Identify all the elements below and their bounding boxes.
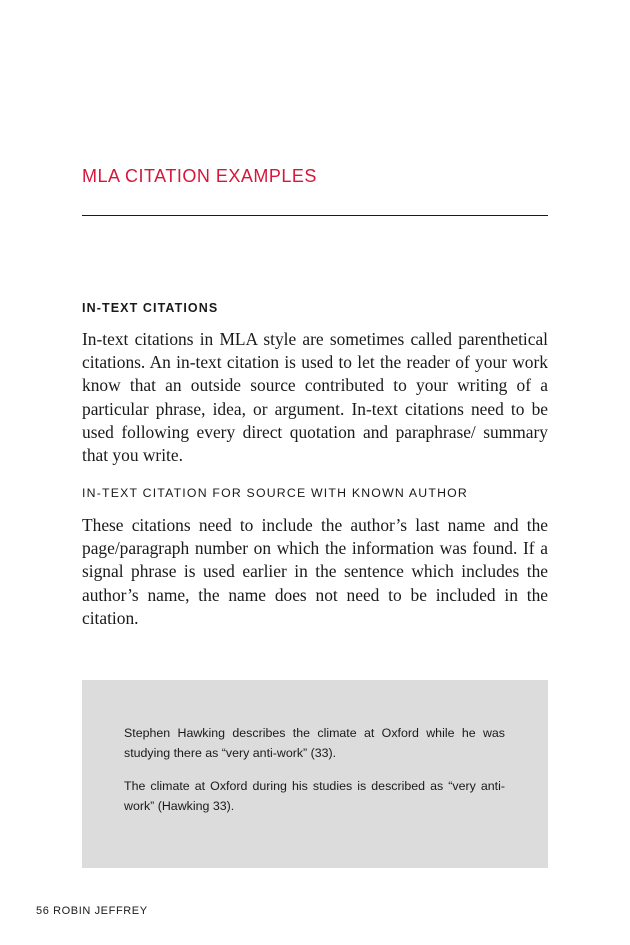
subsection-heading-known-author: IN-TEXT CITATION FOR SOURCE WITH KNOWN AUTHOR — [82, 486, 469, 500]
title-divider — [82, 215, 548, 216]
known-author-paragraph: These citations need to include the author’s last name and the page/paragraph number on which the information was found. If a signal phrase is used earlier in the sentence which includes the author’s name, the name does not need to be included in the citation. — [82, 515, 548, 628]
citation-example-box — [82, 680, 548, 868]
page-title: MLA CITATION EXAMPLES — [82, 166, 317, 186]
page-footer: 56 ROBIN JEFFREY — [36, 905, 148, 917]
in-text-citations-paragraph: In-text citations in MLA style are sometimes called parenthetical citations. An in-text citation is used to let the reader of your work know that an outside source contributed to your writing of a particular phrase, idea, or argument. In-text citations need to be used following every direct quotation and paraphrase/ summary that you write. — [82, 329, 548, 466]
citation-example-signal-phrase: Stephen Hawking describes the climate at Oxford while he was studying there as “very anti-work” (33). — [124, 726, 505, 760]
citation-example-parenthetical: The climate at Oxford during his studies is described as “very anti-work” (Hawking 33). — [124, 779, 505, 813]
section-heading-in-text-citations: IN-TEXT CITATIONS — [82, 301, 219, 315]
